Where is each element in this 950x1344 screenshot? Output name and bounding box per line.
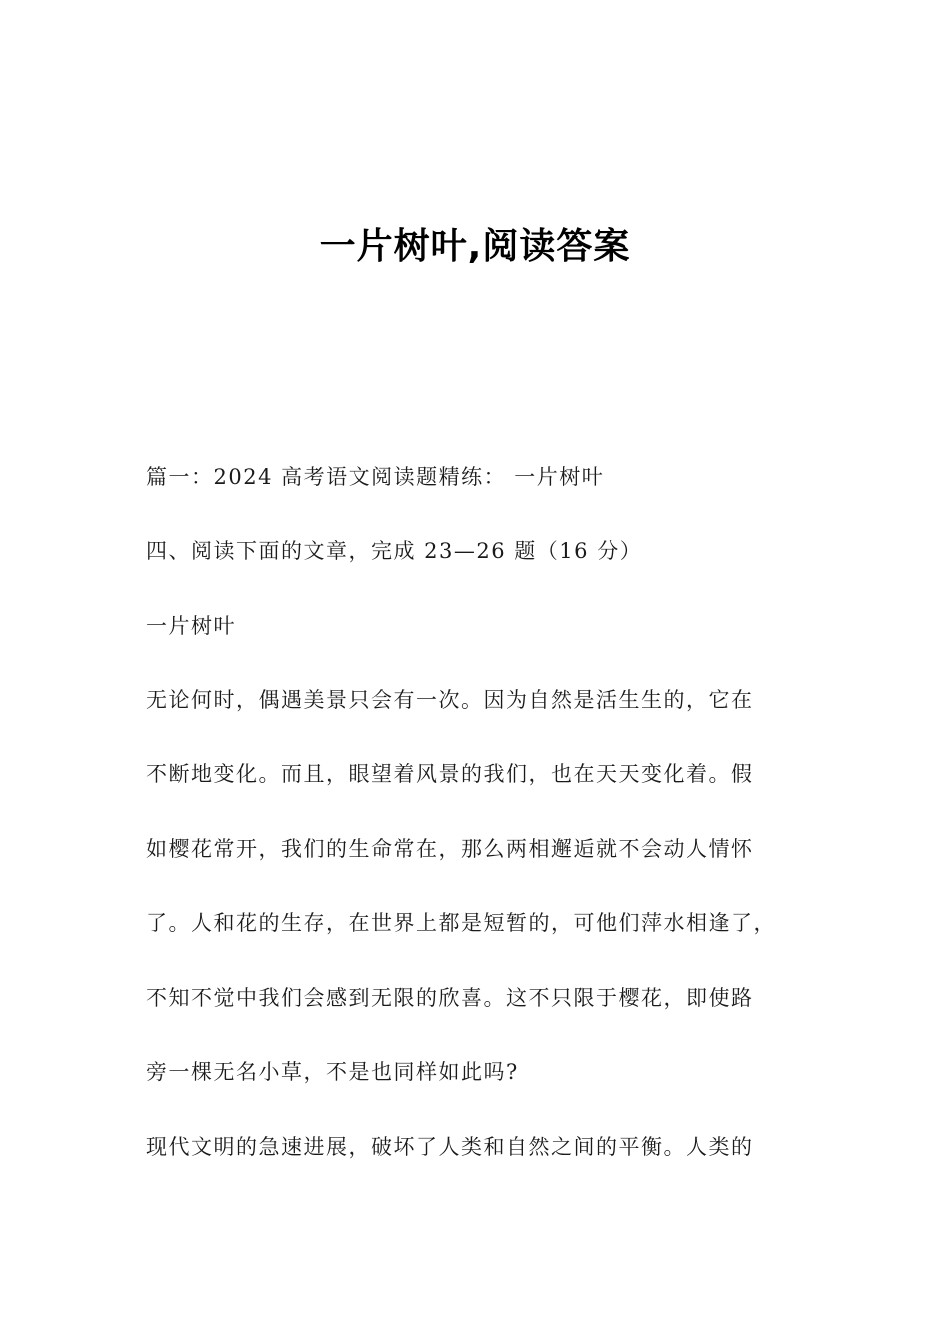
section-heading: 篇一：2024 高考语文阅读题精练： 一片树叶 xyxy=(146,465,605,489)
article-title: 一片树叶 xyxy=(146,614,236,638)
document-title: 一片树叶,阅读答案 xyxy=(319,226,631,267)
paragraph-line: 了。人和花的生存，在世界上都是短暂的，可他们萍水相逢了， xyxy=(146,911,776,935)
paragraph-line: 旁一棵无名小草，不是也同样如此吗? xyxy=(146,1060,519,1084)
paragraph-line: 现代文明的急速进展，破坏了人类和自然之间的平衡。人类的 xyxy=(146,1135,754,1159)
paragraph-line: 不断地变化。而且，眼望着风景的我们，也在天天变化着。假 xyxy=(146,762,754,786)
paragraph-line: 不知不觉中我们会感到无限的欣喜。这不只限于樱花，即使路 xyxy=(146,986,754,1010)
paragraph-line: 无论何时，偶遇美景只会有一次。因为自然是活生生的，它在 xyxy=(146,688,754,712)
instruction-line: 四、阅读下面的文章，完成 23—26 题（16 分） xyxy=(146,539,643,563)
paragraph-line: 如樱花常开，我们的生命常在，那么两相邂逅就不会动人情怀 xyxy=(146,837,754,861)
